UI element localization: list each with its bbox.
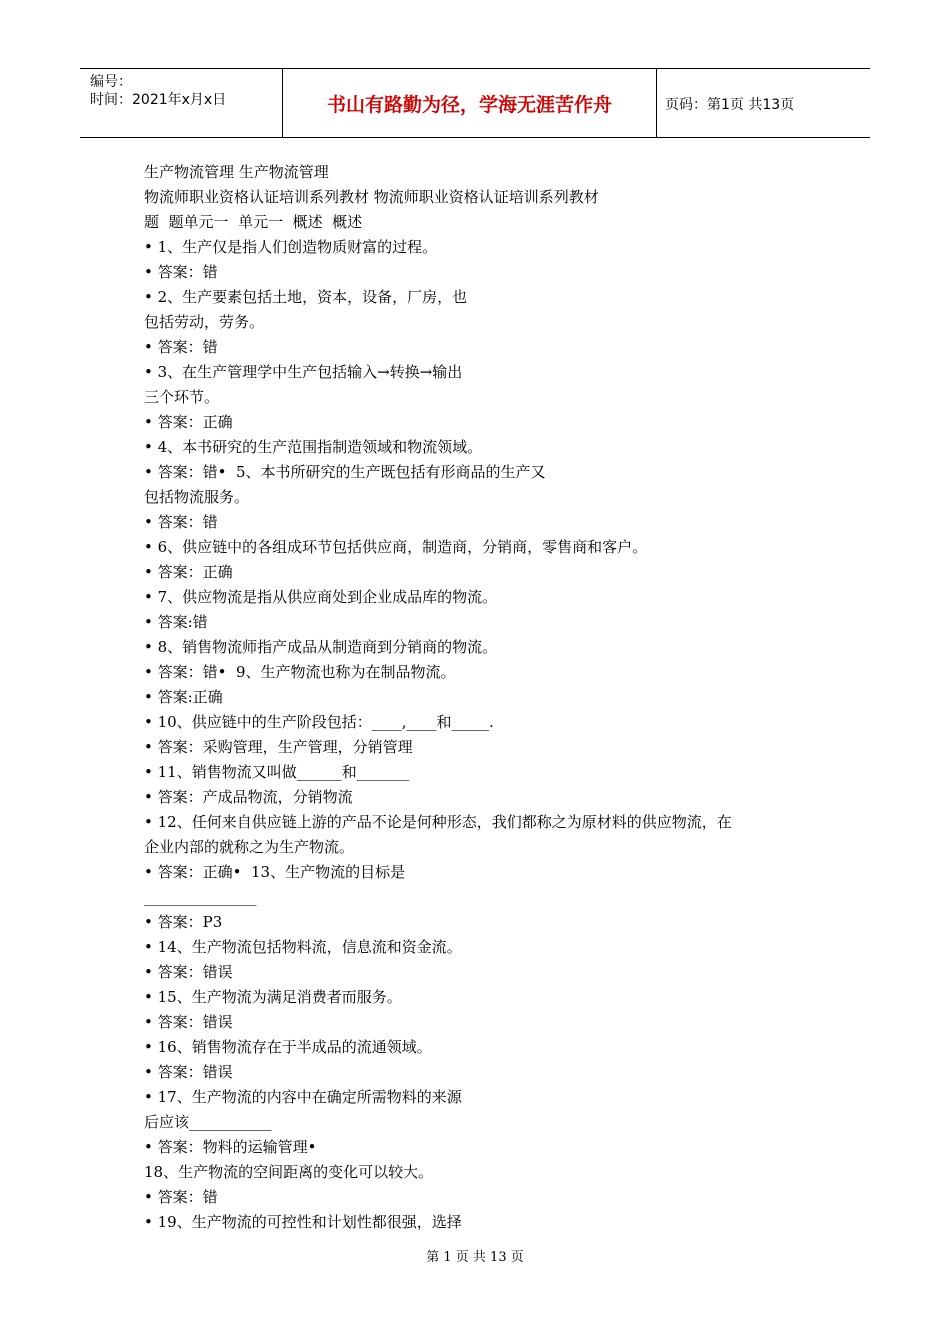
body-line: • 答案：错• 9、生产物流也称为在制品物流。 [144, 663, 456, 681]
document-body [144, 160, 824, 1235]
body-line: • 答案：正确• 13、生产物流的目标是 [144, 863, 406, 881]
body-line: • 答案：错误 [144, 963, 233, 981]
body-line: • 19、生产物流的可控性和计划性都很强，选择 [144, 1213, 462, 1231]
code-label: 编号： [90, 74, 132, 90]
body-line: • 答案：错 [144, 263, 218, 281]
body-line: 题 题单元一 单元一 概述 概述 [144, 213, 363, 231]
body-line: • 答案：错 [144, 513, 218, 531]
body-line: • 答案：正确 [144, 563, 233, 581]
date-label: 时间：2021年x月x日 [90, 92, 227, 108]
body-line: • 答案：物料的运输管理• [144, 1138, 317, 1156]
body-line: • 6、供应链中的各组成环节包括供应商，制造商，分销商，零售商和客户。 [144, 538, 648, 556]
body-line: • 15、生产物流为满足消费者而服务。 [144, 988, 402, 1006]
body-line: 18、生产物流的空间距离的变化可以较大。 [144, 1163, 434, 1181]
body-line: • 答案：采购管理，生产管理，分销管理 [144, 738, 413, 756]
body-line: • 1、生产仅是指人们创造物质财富的过程。 [144, 238, 438, 256]
body-line: • 答案：错 [144, 1188, 218, 1206]
body-line: • 答案：P3 [144, 913, 223, 931]
body-line: • 答案:错 [144, 613, 208, 631]
body-line: • 14、生产物流包括物料流，信息流和资金流。 [144, 938, 462, 956]
body-line: 物流师职业资格认证培训系列教材 物流师职业资格认证培训系列教材 [144, 188, 599, 206]
body-line: • 11、销售物流又叫做______和_______ [144, 763, 410, 781]
header-divider [656, 69, 657, 137]
header-meta-cell [80, 69, 282, 137]
header-motto: 书山有路勤为径，学海无涯苦作舟 [326, 93, 612, 116]
body-line: 后应该___________ [144, 1113, 272, 1131]
header-page-info: 页码：第1页 共13页 [665, 97, 795, 113]
body-line: 包括物流服务。 [144, 488, 250, 506]
body-line: • 4、本书研究的生产范围指制造领域和物流领域。 [144, 438, 483, 456]
body-line: • 答案:正确 [144, 688, 223, 706]
body-line: • 答案：正确 [144, 413, 233, 431]
body-line: 生产物流管理 生产物流管理 [144, 163, 329, 181]
body-line: • 答案：错误 [144, 1063, 233, 1081]
body-line: • 3、在生产管理学中生产包括输入→转换→输出 [144, 363, 463, 381]
body-line: 包括劳动，劳务。 [144, 313, 265, 331]
body-line: • 答案：产成品物流，分销物流 [144, 788, 353, 806]
page-footer: 第 1 页 共 13 页 [426, 1250, 524, 1265]
body-line: • 12、任何来自供应链上游的产品不论是何种形态，我们都称之为原材料的供应物流，在 [144, 813, 732, 831]
document-header [80, 68, 870, 138]
body-line: _______________ [144, 888, 257, 906]
body-line: • 16、销售物流存在于半成品的流通领域。 [144, 1038, 432, 1056]
body-line: • 10、供应链中的生产阶段包括：____,____和_____. [144, 713, 494, 731]
body-line: • 答案：错误 [144, 1013, 233, 1031]
body-line: • 2、生产要素包括土地，资本，设备，厂房，也 [144, 288, 468, 306]
body-line: • 答案：错• 5、本书所研究的生产既包括有形商品的生产又 [144, 463, 546, 481]
body-line: 企业内部的就称之为生产物流。 [144, 838, 355, 856]
body-line: • 17、生产物流的内容中在确定所需物料的来源 [144, 1088, 462, 1106]
body-line: • 8、销售物流师指产成品从制造商到分销商的物流。 [144, 638, 498, 656]
body-line: • 7、供应物流是指从供应商处到企业成品库的物流。 [144, 588, 498, 606]
body-line: • 答案：错 [144, 338, 218, 356]
body-line: 三个环节。 [144, 388, 220, 406]
